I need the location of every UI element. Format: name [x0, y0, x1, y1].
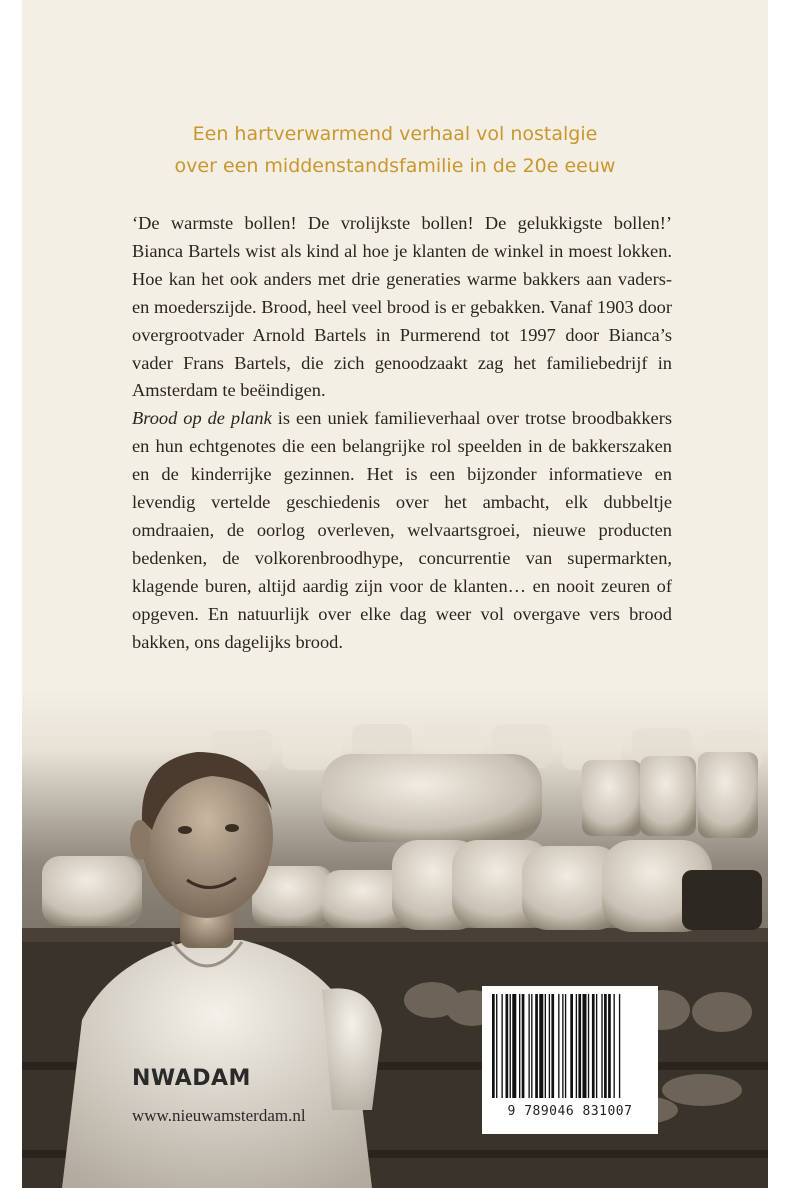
blurb-paragraph-1: ‘De warmste bollen! De vrolijkste bollen! De gelukkigste bollen!’ Bianca Bartels wist als kind al hoe je klanten de winkel in moest lokken. Hoe kan het ook anders met drie generaties warme bakkers aan vaders- en moederszijde. Brood, heel veel brood is er gebakken. Vanaf 1903 door overgrootvader Arnold Bartels in Purmerend tot 1997 door Bianca’s vader Frans Bartels, die zich genoodzaakt zag het familiebedrijf in Amsterdam te beëindigen.: [132, 213, 672, 401]
tagline-line-1: Een hartverwarmend verhaal vol nostalgie: [192, 123, 598, 145]
isbn-digits: 9 789046 831007: [507, 1104, 633, 1119]
barcode-bars: [482, 986, 658, 1104]
book-title-italic: Brood op de plank: [132, 408, 272, 429]
blurb-paragraph-2: [132, 405, 672, 656]
blurb-text: [132, 210, 672, 657]
isbn-barcode: [482, 986, 658, 1134]
tagline: [22, 118, 768, 182]
blurb-paragraph-2-body: is een uniek familieverhaal over trotse broodbakkers en hun echtgenotes die een belangrijke rol speelden in de bakkerszaken en de kinderrijke gezinnen. Het is een bijzonder informatieve en levendig vertelde geschiedenis over het ambacht, elk dubbeltje omdraaien, de oorlog overleven, welvaartsgroei, nieuwe producten bedenken, de volkorenbroodhype, concurrentie van supermarkten, klagende buren, altijd aardig zijn voor de klanten… en nooit zeuren of opgeven. En natuurlijk over elke dag weer vol overgave vers brood bakken, ons dagelijks brood.: [132, 408, 672, 652]
publisher-website[interactable]: www.nieuwamsterdam.nl: [132, 1106, 306, 1125]
book-back-cover: [22, 0, 768, 1188]
publisher-logo: NWADAM: [132, 1066, 251, 1091]
tagline-line-2: over een middenstandsfamilie in de 20e eeuw: [174, 155, 616, 177]
